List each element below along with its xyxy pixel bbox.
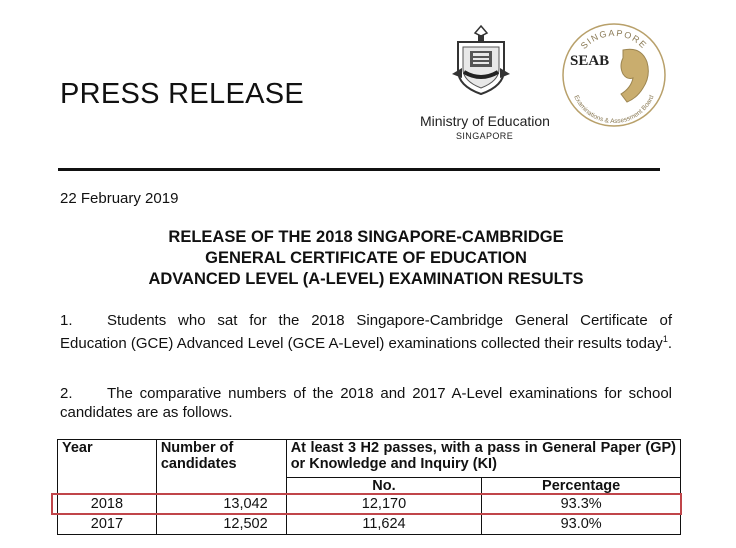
moe-logo [420, 24, 550, 144]
press-release-title: PRESS RELEASE [60, 78, 305, 110]
moe-name: Ministry of Education [420, 113, 550, 129]
cell-no: 12,170 [286, 495, 482, 515]
seab-arc-top: SINGAPORE [578, 27, 650, 51]
seab-logo [561, 22, 667, 128]
header-year: Year [58, 440, 157, 495]
moe-crest-icon [450, 24, 512, 98]
table-row [58, 515, 681, 535]
paragraph-number: 1. [60, 312, 73, 329]
cell-candidates: 13,042 [156, 495, 286, 515]
svg-text:SINGAPORE [579, 28, 650, 51]
highlight-box [51, 493, 682, 515]
footnote-marker: 1 [662, 334, 668, 344]
cell-percentage: 93.0% [482, 515, 681, 535]
paragraph-2 [60, 384, 672, 422]
cell-percentage: 93.3% [482, 495, 681, 515]
paragraph-number: 2. [60, 385, 73, 402]
header-passes: At least 3 H2 passes, with a pass in General Paper (GP) or Knowledge and Inquiry (KI) [286, 440, 680, 478]
headline [60, 227, 672, 290]
header-percentage: Percentage [482, 478, 681, 495]
paragraph-1 [60, 311, 672, 353]
svg-text:Examinations & Assessment Boar [572, 94, 655, 125]
header-candidates: Number of candidates [156, 440, 286, 495]
headline-line: GENERAL CERTIFICATE OF EDUCATION [205, 249, 527, 267]
paragraph-text: The comparative numbers of the 2018 and 2017 A-Level examinations for school candidates are as follows. [60, 385, 672, 421]
headline-line: ADVANCED LEVEL (A-LEVEL) EXAMINATION RESULTS [148, 270, 584, 288]
cell-year: 2018 [58, 495, 157, 515]
moe-country: SINGAPORE [456, 131, 514, 141]
cell-year: 2017 [58, 515, 157, 535]
paragraph-tail: . [667, 335, 672, 352]
cell-candidates: 12,502 [156, 515, 286, 535]
release-date: 22 February 2019 [60, 190, 179, 207]
header-divider [58, 168, 660, 171]
header-no: No. [286, 478, 482, 495]
merlion-icon [621, 49, 648, 102]
cell-no: 11,624 [286, 515, 482, 535]
seab-arc-bottom: Examinations & Assessment Board [572, 94, 656, 126]
seab-text: SEAB [570, 53, 610, 69]
headline-line: RELEASE OF THE 2018 SINGAPORE-CAMBRIDGE [168, 228, 564, 246]
table-header-row [58, 440, 681, 478]
paragraph-text: Students who sat for the 2018 Singapore-Cambridge General Certificate of Education (GCE) Advanced Level (GCE A-Level) examinations collected their results today [60, 312, 672, 352]
